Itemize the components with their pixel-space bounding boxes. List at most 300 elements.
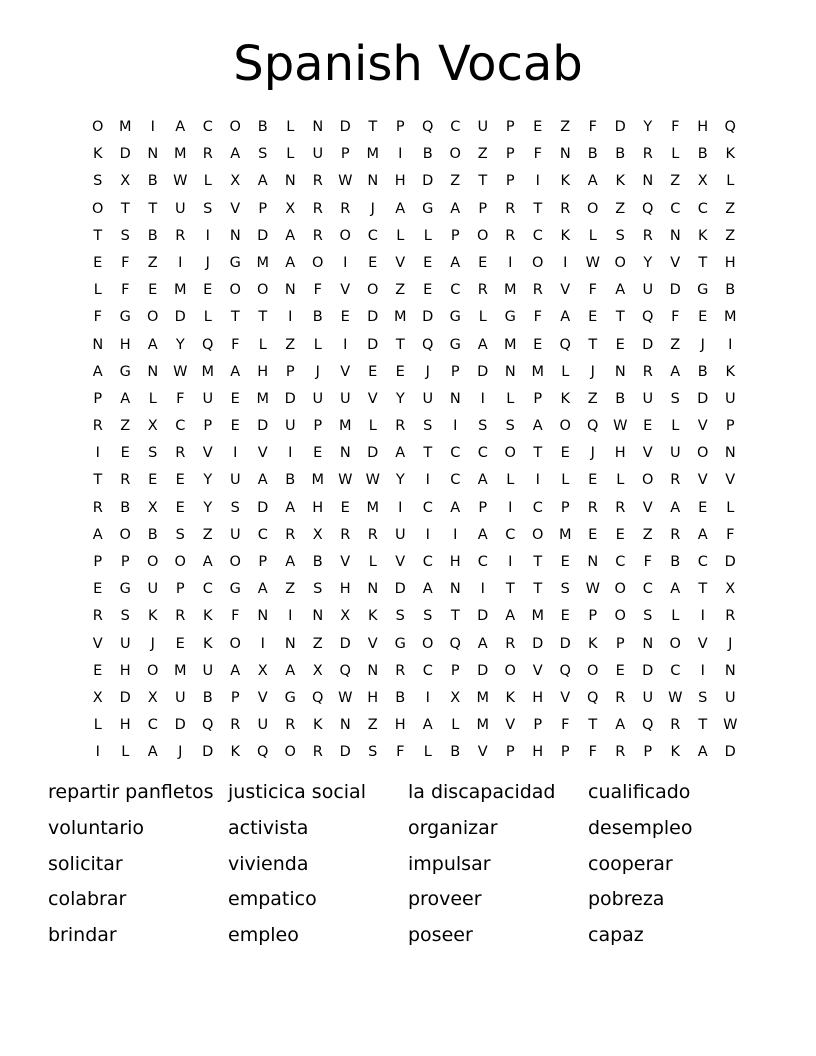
grid-letter: R xyxy=(230,717,241,734)
grid-letter: U xyxy=(477,119,489,135)
grid-letter: X xyxy=(147,689,158,706)
grid-letter: D xyxy=(257,227,269,244)
grid-letter: N xyxy=(339,445,351,462)
grid-letter: V xyxy=(230,200,241,217)
grid-letter: C xyxy=(422,499,433,516)
grid-letter: T xyxy=(395,336,405,353)
word-list-item: empatico xyxy=(228,888,317,911)
grid-letter: O xyxy=(504,662,516,679)
grid-letter: U xyxy=(119,635,131,652)
grid-letter: M xyxy=(393,309,407,326)
word-list-item: brindar xyxy=(48,924,117,947)
grid-letter: K xyxy=(230,744,240,761)
grid-letter: A xyxy=(147,744,158,761)
grid-letter: S xyxy=(93,173,103,190)
grid-letter: V xyxy=(202,445,213,462)
grid-letter: N xyxy=(642,635,654,652)
grid-letter: O xyxy=(697,445,709,462)
grid-letter: Y xyxy=(643,119,653,135)
grid-letter: L xyxy=(726,499,735,516)
grid-letter: N xyxy=(504,363,516,380)
grid-letter: I xyxy=(288,445,293,462)
grid-letter: A xyxy=(450,499,461,516)
grid-letter: O xyxy=(477,227,489,244)
grid-letter: K xyxy=(560,390,570,407)
grid-letter: D xyxy=(477,662,489,679)
grid-letter: U xyxy=(339,390,351,407)
grid-letter: R xyxy=(395,662,406,679)
grid-letter: Z xyxy=(395,282,406,299)
grid-letter: J xyxy=(178,744,183,761)
grid-letter: T xyxy=(588,336,598,353)
grid-letter: M xyxy=(503,336,517,353)
grid-letter: V xyxy=(367,390,378,407)
grid-letter: R xyxy=(532,282,543,299)
grid-letter: T xyxy=(120,200,130,217)
grid-letter: M xyxy=(311,472,324,489)
grid-letter: J xyxy=(700,336,705,353)
grid-letter: T xyxy=(505,581,515,598)
grid-letter: U xyxy=(669,445,681,462)
grid-letter: T xyxy=(258,309,268,326)
grid-letter: G xyxy=(697,282,709,299)
grid-letter: Z xyxy=(560,119,571,135)
grid-letter: M xyxy=(256,254,269,271)
grid-letter: O xyxy=(614,581,626,598)
grid-letter: D xyxy=(367,336,379,353)
word-list-item: cooperar xyxy=(588,852,673,875)
grid-letter: O xyxy=(614,254,626,271)
grid-letter: R xyxy=(615,689,626,706)
grid-letter: Z xyxy=(642,526,653,543)
grid-letter: F xyxy=(588,119,597,135)
grid-letter: I xyxy=(480,390,485,407)
grid-letter: D xyxy=(642,662,654,679)
grid-letter: B xyxy=(422,146,433,163)
grid-letter: X xyxy=(120,173,131,190)
grid-letter: A xyxy=(477,472,488,489)
grid-letter: R xyxy=(477,282,488,299)
grid-letter: V xyxy=(257,689,268,706)
grid-row xyxy=(84,277,744,304)
grid-letter: R xyxy=(312,227,323,244)
grid-letter: A xyxy=(285,499,296,516)
grid-letter: C xyxy=(450,282,461,299)
grid-letter: L xyxy=(671,608,680,625)
grid-letter: I xyxy=(343,336,348,353)
grid-letter: U xyxy=(174,200,186,217)
grid-letter: A xyxy=(560,309,571,326)
grid-letter: C xyxy=(532,499,543,516)
grid-letter: R xyxy=(560,200,571,217)
grid-letter: T xyxy=(698,254,708,271)
grid-letter: L xyxy=(203,309,212,326)
grid-letter: S xyxy=(203,200,213,217)
grid-letter: N xyxy=(147,146,159,163)
grid-letter: S xyxy=(120,227,130,244)
grid-letter: C xyxy=(477,554,488,570)
grid-letter: X xyxy=(147,499,158,516)
grid-row xyxy=(84,196,744,223)
grid-letter: O xyxy=(229,282,241,299)
grid-letter: E xyxy=(533,119,543,135)
grid-letter: S xyxy=(175,526,185,543)
grid-letter: Q xyxy=(202,336,214,353)
grid-letter: D xyxy=(614,119,626,135)
grid-letter: F xyxy=(176,390,185,407)
grid-letter: Z xyxy=(312,635,323,652)
grid-letter: L xyxy=(286,146,295,163)
grid-letter: O xyxy=(229,554,241,570)
grid-letter: B xyxy=(615,390,626,407)
grid-letter: V xyxy=(340,363,351,380)
grid-letter: L xyxy=(671,146,680,163)
grid-letter: B xyxy=(257,119,268,135)
grid-letter: K xyxy=(92,146,103,163)
grid-letter: T xyxy=(533,554,543,570)
grid-letter: N xyxy=(229,227,241,244)
grid-row xyxy=(84,359,744,386)
grid-letter: I xyxy=(508,554,513,570)
grid-letter: B xyxy=(285,472,296,489)
grid-letter: J xyxy=(150,635,155,652)
grid-letter: I xyxy=(508,499,513,516)
grid-letter: U xyxy=(312,146,324,163)
grid-letter: E xyxy=(588,309,598,326)
grid-letter: A xyxy=(477,336,488,353)
grid-letter: J xyxy=(590,363,595,380)
grid-letter: E xyxy=(230,418,240,435)
grid-letter: M xyxy=(201,363,214,380)
grid-letter: L xyxy=(121,744,130,761)
grid-letter: D xyxy=(724,554,736,570)
grid-letter: E xyxy=(615,336,625,353)
grid-letter: B xyxy=(202,689,213,706)
grid-row xyxy=(84,739,744,766)
grid-letter: H xyxy=(449,554,461,570)
word-list-item: voluntario xyxy=(48,816,145,839)
grid-letter: B xyxy=(147,173,158,190)
grid-letter: E xyxy=(148,472,158,489)
grid-row xyxy=(84,495,744,522)
grid-letter: O xyxy=(229,635,241,652)
grid-letter: M xyxy=(476,689,489,706)
grid-letter: I xyxy=(535,472,540,489)
grid-letter: B xyxy=(615,146,626,163)
grid-letter: P xyxy=(725,418,735,435)
grid-letter: I xyxy=(700,608,705,625)
grid-letter: C xyxy=(450,445,461,462)
grid-letter: X xyxy=(340,608,351,625)
grid-letter: V xyxy=(697,635,708,652)
grid-letter: V xyxy=(257,445,268,462)
grid-letter: R xyxy=(312,744,323,761)
grid-letter: F xyxy=(561,717,570,734)
grid-letter: A xyxy=(92,526,103,543)
grid-letter: H xyxy=(394,717,406,734)
grid-letter: K xyxy=(670,744,680,761)
grid-letter: O xyxy=(669,635,681,652)
grid-letter: O xyxy=(147,554,159,570)
grid-letter: J xyxy=(425,363,430,380)
page-title: Spanish Vocab xyxy=(233,36,583,92)
grid-letter: N xyxy=(642,173,654,190)
grid-letter: K xyxy=(725,363,735,380)
grid-letter: L xyxy=(616,472,625,489)
grid-letter: K xyxy=(560,227,570,244)
grid-letter: T xyxy=(478,173,488,190)
grid-letter: E xyxy=(643,418,653,435)
grid-letter: C xyxy=(532,227,543,244)
grid-letter: X xyxy=(725,581,736,598)
grid-row xyxy=(84,223,744,250)
grid-letter: N xyxy=(449,581,461,598)
grid-letter: A xyxy=(670,499,681,516)
grid-letter: A xyxy=(532,418,543,435)
grid-letter: C xyxy=(450,119,461,135)
grid-letter: T xyxy=(423,445,433,462)
grid-letter: N xyxy=(257,608,269,625)
grid-letter: P xyxy=(505,119,515,135)
grid-letter: E xyxy=(533,336,543,353)
grid-letter: A xyxy=(257,581,268,598)
grid-letter: D xyxy=(119,689,131,706)
grid-letter: Z xyxy=(477,146,488,163)
grid-letter: E xyxy=(93,254,103,271)
grid-letter: K xyxy=(202,635,213,652)
grid-letter: D xyxy=(642,336,654,353)
grid-row xyxy=(84,114,744,141)
grid-letter: A xyxy=(120,390,131,407)
grid-letter: B xyxy=(120,499,131,516)
grid-letter: E xyxy=(588,472,598,489)
grid-letter: E xyxy=(175,499,185,516)
grid-letter: L xyxy=(203,173,212,190)
grid-letter: V xyxy=(505,717,516,734)
letter-grid xyxy=(84,114,744,767)
grid-letter: M xyxy=(173,662,187,679)
grid-letter: F xyxy=(726,526,735,543)
grid-letter: P xyxy=(258,200,268,217)
grid-letter: S xyxy=(368,744,378,761)
grid-letter: B xyxy=(312,309,323,326)
word-list-item: pobreza xyxy=(588,888,665,911)
grid-letter: W xyxy=(585,581,600,598)
grid-letter: L xyxy=(423,227,432,244)
grid-letter: V xyxy=(560,689,571,706)
grid-letter: E xyxy=(148,282,158,299)
grid-letter: X xyxy=(697,173,708,190)
grid-letter: I xyxy=(398,146,403,163)
grid-letter: O xyxy=(174,554,186,570)
grid-letter: T xyxy=(533,581,543,598)
grid-letter: R xyxy=(175,445,186,462)
grid-letter: K xyxy=(697,227,708,244)
grid-letter: A xyxy=(285,662,296,679)
grid-letter: L xyxy=(478,309,487,326)
grid-letter: N xyxy=(312,119,324,135)
grid-letter: C xyxy=(697,554,708,570)
grid-letter: K xyxy=(615,173,625,190)
grid-letter: U xyxy=(642,282,654,299)
grid-letter: R xyxy=(505,227,516,244)
grid-letter: N xyxy=(724,445,736,462)
grid-letter: T xyxy=(230,309,240,326)
word-list-item: organizar xyxy=(408,816,498,839)
grid-letter: C xyxy=(147,717,158,734)
grid-letter: I xyxy=(343,254,348,271)
grid-letter: O xyxy=(532,526,544,543)
grid-letter: O xyxy=(119,526,131,543)
grid-letter: I xyxy=(95,744,100,761)
grid-letter: E xyxy=(560,445,570,462)
grid-row xyxy=(84,332,744,359)
grid-letter: G xyxy=(449,336,461,353)
grid-letter: U xyxy=(202,662,214,679)
grid-letter: F xyxy=(313,282,322,299)
grid-letter: I xyxy=(563,254,568,271)
grid-letter: Z xyxy=(202,526,213,543)
grid-letter: F xyxy=(643,554,652,570)
grid-row xyxy=(84,658,744,685)
grid-letter: H xyxy=(312,499,324,516)
grid-letter: N xyxy=(284,173,296,190)
grid-letter: E xyxy=(340,499,350,516)
grid-letter: V xyxy=(642,445,653,462)
grid-row xyxy=(84,141,744,168)
grid-letter: G xyxy=(119,363,131,380)
grid-letter: I xyxy=(425,472,430,489)
grid-letter: U xyxy=(202,390,214,407)
grid-letter: M xyxy=(476,717,489,734)
grid-letter: D xyxy=(367,445,379,462)
grid-letter: W xyxy=(338,173,353,190)
grid-letter: P xyxy=(478,499,488,516)
grid-letter: L xyxy=(368,418,377,435)
grid-letter: M xyxy=(173,146,187,163)
grid-letter: C xyxy=(175,418,186,435)
grid-letter: P xyxy=(505,146,515,163)
grid-letter: P xyxy=(203,418,213,435)
grid-letter: Q xyxy=(257,744,269,761)
grid-letter: V xyxy=(560,282,571,299)
grid-letter: F xyxy=(231,336,240,353)
grid-letter: S xyxy=(670,390,680,407)
grid-letter: F xyxy=(533,146,542,163)
word-list-item: poseer xyxy=(408,924,473,947)
grid-letter: Q xyxy=(422,336,434,353)
grid-letter: X xyxy=(92,689,103,706)
grid-letter: A xyxy=(670,363,681,380)
grid-letter: W xyxy=(173,363,188,380)
grid-letter: H xyxy=(614,445,626,462)
grid-letter: O xyxy=(312,254,324,271)
grid-letter: Q xyxy=(642,309,654,326)
word-list-item: desempleo xyxy=(588,816,693,839)
grid-letter: B xyxy=(697,146,708,163)
grid-row xyxy=(84,685,744,712)
grid-letter: E xyxy=(478,254,488,271)
grid-letter: J xyxy=(205,254,210,271)
grid-letter: D xyxy=(284,390,296,407)
grid-letter: L xyxy=(313,336,322,353)
grid-letter: W xyxy=(613,418,628,435)
grid-row xyxy=(84,386,744,413)
grid-letter: C xyxy=(257,526,268,543)
grid-letter: P xyxy=(450,363,460,380)
grid-letter: A xyxy=(697,744,708,761)
grid-letter: T xyxy=(148,200,158,217)
grid-letter: U xyxy=(724,689,736,706)
grid-letter: F xyxy=(671,119,680,135)
grid-letter: H xyxy=(119,336,131,353)
grid-letter: W xyxy=(365,472,380,489)
grid-letter: C xyxy=(697,200,708,217)
grid-letter: I xyxy=(233,445,238,462)
grid-letter: P xyxy=(120,554,130,570)
grid-letter: U xyxy=(229,472,241,489)
grid-letter: L xyxy=(561,363,570,380)
grid-letter: E xyxy=(120,445,130,462)
grid-letter: E xyxy=(368,254,378,271)
grid-letter: Z xyxy=(587,390,598,407)
word-list-item: empleo xyxy=(228,924,299,947)
grid-letter: A xyxy=(285,254,296,271)
grid-row xyxy=(84,304,744,331)
grid-letter: O xyxy=(532,254,544,271)
grid-letter: J xyxy=(315,363,320,380)
grid-letter: A xyxy=(202,554,213,570)
grid-letter: R xyxy=(670,472,681,489)
grid-letter: I xyxy=(260,635,265,652)
grid-letter: R xyxy=(312,200,323,217)
grid-letter: R xyxy=(725,608,736,625)
grid-letter: A xyxy=(257,173,268,190)
grid-letter: G xyxy=(394,635,406,652)
grid-letter: L xyxy=(423,744,432,761)
grid-letter: H xyxy=(119,717,131,734)
grid-letter: J xyxy=(590,445,595,462)
grid-letter: H xyxy=(257,363,269,380)
grid-letter: U xyxy=(642,689,654,706)
grid-letter: C xyxy=(202,581,213,598)
grid-letter: N xyxy=(339,717,351,734)
grid-letter: R xyxy=(92,499,103,516)
grid-letter: K xyxy=(312,717,323,734)
grid-letter: E xyxy=(698,499,708,516)
grid-letter: R xyxy=(615,499,626,516)
grid-letter: L xyxy=(561,472,570,489)
grid-letter: P xyxy=(340,146,350,163)
grid-letter: X xyxy=(312,526,323,543)
grid-letter: R xyxy=(615,744,626,761)
grid-row xyxy=(84,631,744,658)
grid-letter: N xyxy=(669,227,681,244)
grid-letter: R xyxy=(120,472,131,489)
grid-letter: D xyxy=(532,635,544,652)
grid-letter: V xyxy=(725,472,736,489)
grid-letter: N xyxy=(312,608,324,625)
grid-letter: A xyxy=(450,200,461,217)
grid-letter: R xyxy=(285,717,296,734)
grid-letter: X xyxy=(450,689,461,706)
grid-letter: Y xyxy=(395,472,405,489)
grid-letter: O xyxy=(147,309,159,326)
grid-letter: A xyxy=(92,363,103,380)
grid-letter: A xyxy=(395,200,406,217)
grid-letter: O xyxy=(257,282,269,299)
grid-letter: P xyxy=(588,608,598,625)
